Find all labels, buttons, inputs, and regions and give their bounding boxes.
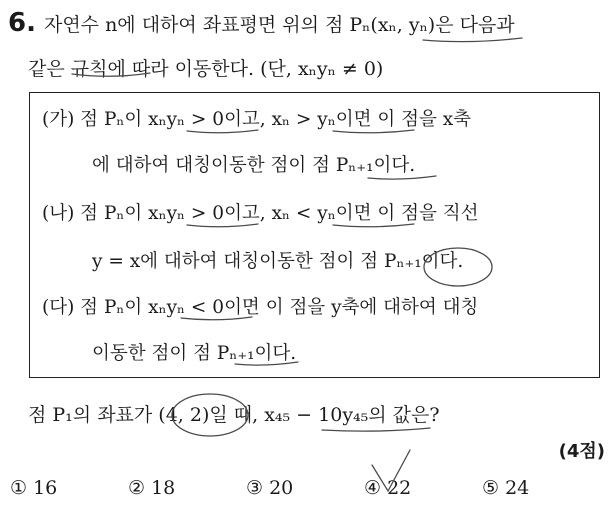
question-stem-line2: 같은 규칙에 따라 이동한다. (단, xₙyₙ ≠ 0) — [28, 58, 384, 80]
choice-4[interactable]: ④ 22 — [364, 477, 412, 499]
stem-text-line1: 자연수 n에 대하여 좌표평면 위의 점 Pₙ(xₙ, yₙ)은 다음과 — [43, 14, 515, 36]
underline-point-coords — [423, 38, 522, 42]
answer-choices — [10, 477, 600, 507]
rules-box — [29, 92, 600, 378]
choice-3[interactable]: ③ 20 — [246, 477, 294, 499]
rule-da-line1: (다) 점 Pₙ이 xₙyₙ < 0이면 이 점을 y축에 대하여 대칭 — [42, 297, 479, 318]
rule-na-line2: y = x에 대하여 대칭이동한 점이 점 Pₙ₊₁이다. — [92, 251, 464, 272]
rule-ga-line1: (가) 점 Pₙ이 xₙyₙ > 0이고, xₙ > yₙ이면 이 점을 x축 — [42, 109, 472, 130]
points-label: (4점) — [558, 441, 605, 462]
question-stem-line1 — [8, 10, 515, 38]
rule-na-line1: (나) 점 Pₙ이 xₙyₙ > 0이고, xₙ < yₙ이면 이 점을 직선 — [42, 203, 479, 224]
question-prompt: 점 P₁의 좌표가 (4, 2)일 때, x₄₅ − 10y₄₅의 값은? — [28, 404, 440, 426]
underline-expression — [322, 428, 430, 431]
rule-ga-line2: 에 대하여 대칭이동한 점이 점 Pₙ₊₁이다. — [92, 155, 416, 176]
rule-da-line2: 이동한 점이 점 Pₙ₊₁이다. — [92, 343, 297, 364]
choice-5[interactable]: ⑤ 24 — [482, 477, 530, 499]
choice-2[interactable]: ② 18 — [128, 477, 176, 499]
question-number: 6. — [8, 8, 36, 38]
choice-1[interactable]: ① 16 — [10, 477, 58, 499]
